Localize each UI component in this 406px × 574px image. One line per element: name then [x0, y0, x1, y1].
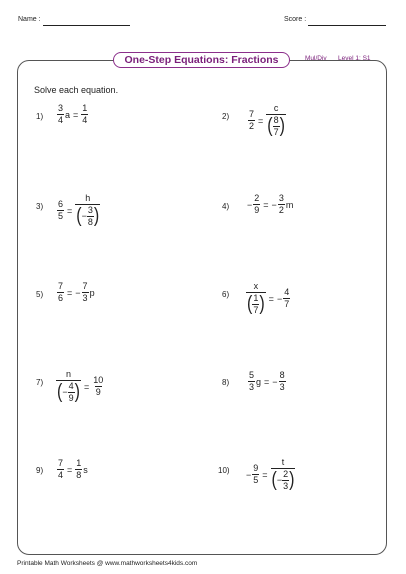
variable: a: [65, 109, 71, 120]
equation-5: [57, 282, 96, 303]
minus-sign: −: [75, 287, 81, 298]
name-label: Name :: [18, 16, 41, 23]
worksheet-title: One-Step Equations: Fractions: [113, 52, 290, 68]
equals-sign: =: [262, 469, 268, 480]
name-line[interactable]: [43, 25, 130, 26]
fraction: $\frac{6}{5}$: [58, 199, 64, 221]
fraction: $\frac{7}{4}$: [58, 458, 64, 480]
problem-number: 2): [222, 112, 230, 121]
problem-number: 5): [36, 290, 44, 299]
equation-2: [248, 104, 287, 137]
fraction: $\frac{3}{2}$: [278, 193, 284, 215]
complex-fraction: n ( − $\frac{4}{9}$ ): [57, 369, 80, 403]
variable: g: [256, 376, 262, 387]
equals-sign: =: [268, 293, 274, 304]
score-label: Score :: [284, 16, 307, 23]
problem-number: 9): [36, 466, 44, 475]
complex-fraction: h ( − $\frac{3}{8}$ ): [76, 193, 100, 227]
variable: m: [285, 199, 294, 210]
fraction: $\frac{3}{4}$: [58, 103, 64, 125]
fraction: $\frac{7}{6}$: [58, 281, 64, 303]
equation-8: [248, 371, 287, 392]
minus-sign: −: [247, 199, 253, 210]
problem-number: 1): [36, 112, 44, 121]
fraction: $\frac{1}{8}$: [76, 458, 82, 480]
equation-9: [57, 459, 89, 480]
score-line[interactable]: [308, 25, 386, 26]
fraction: $\frac{7}{2}$: [249, 109, 255, 131]
equals-sign: =: [67, 205, 73, 216]
variable: s: [83, 464, 88, 475]
problem-number: 3): [36, 202, 44, 211]
fraction: $\frac{9}{5}$: [253, 463, 259, 485]
equals-sign: =: [264, 376, 270, 387]
instruction: Solve each equation.: [34, 85, 119, 95]
worksheet-frame: [17, 60, 387, 555]
equals-sign: =: [263, 199, 269, 210]
problem-number: 7): [36, 378, 44, 387]
equation-6: [246, 282, 291, 315]
problem-number: 10): [218, 466, 230, 475]
fraction: $\frac{5}{3}$: [249, 370, 255, 392]
equals-sign: =: [73, 109, 79, 120]
equation-3: [57, 194, 101, 227]
fraction: $\frac{1}{4}$: [82, 103, 88, 125]
fraction: $\frac{7}{3}$: [82, 281, 88, 303]
equation-10: [246, 458, 296, 491]
variable: p: [89, 287, 95, 298]
minus-sign: −: [271, 199, 277, 210]
equation-7: [56, 370, 105, 403]
fraction: $\frac{4}{7}$: [284, 287, 290, 309]
minus-sign: −: [272, 376, 278, 387]
topic-label: Mul/Div: [305, 55, 327, 62]
fraction: $\frac{8}{3}$: [279, 370, 285, 392]
minus-sign: −: [246, 469, 252, 480]
equation-4: [247, 194, 294, 215]
complex-fraction: t ( − $\frac{2}{3}$ ): [271, 457, 295, 491]
problem-number: 4): [222, 202, 230, 211]
equation-1: [57, 104, 89, 125]
fraction: $\frac{2}{9}$: [254, 193, 260, 215]
equals-sign: =: [67, 287, 73, 298]
problem-number: 6): [222, 290, 230, 299]
equals-sign: =: [83, 381, 90, 392]
equals-sign: =: [67, 464, 73, 475]
equals-sign: =: [258, 115, 264, 126]
level-label: Level 1: S1: [338, 55, 371, 62]
complex-fraction: x ( $\frac{1}{7}$ ): [247, 281, 265, 315]
complex-fraction: c ( $\frac{8}{7}$ ): [267, 103, 285, 137]
minus-sign: −: [276, 293, 283, 304]
footer-text: Printable Math Worksheets @ www.mathworksheets4kids.com: [17, 560, 198, 567]
problem-number: 8): [222, 378, 230, 387]
fraction: $\frac{10}{9}$: [93, 375, 104, 397]
